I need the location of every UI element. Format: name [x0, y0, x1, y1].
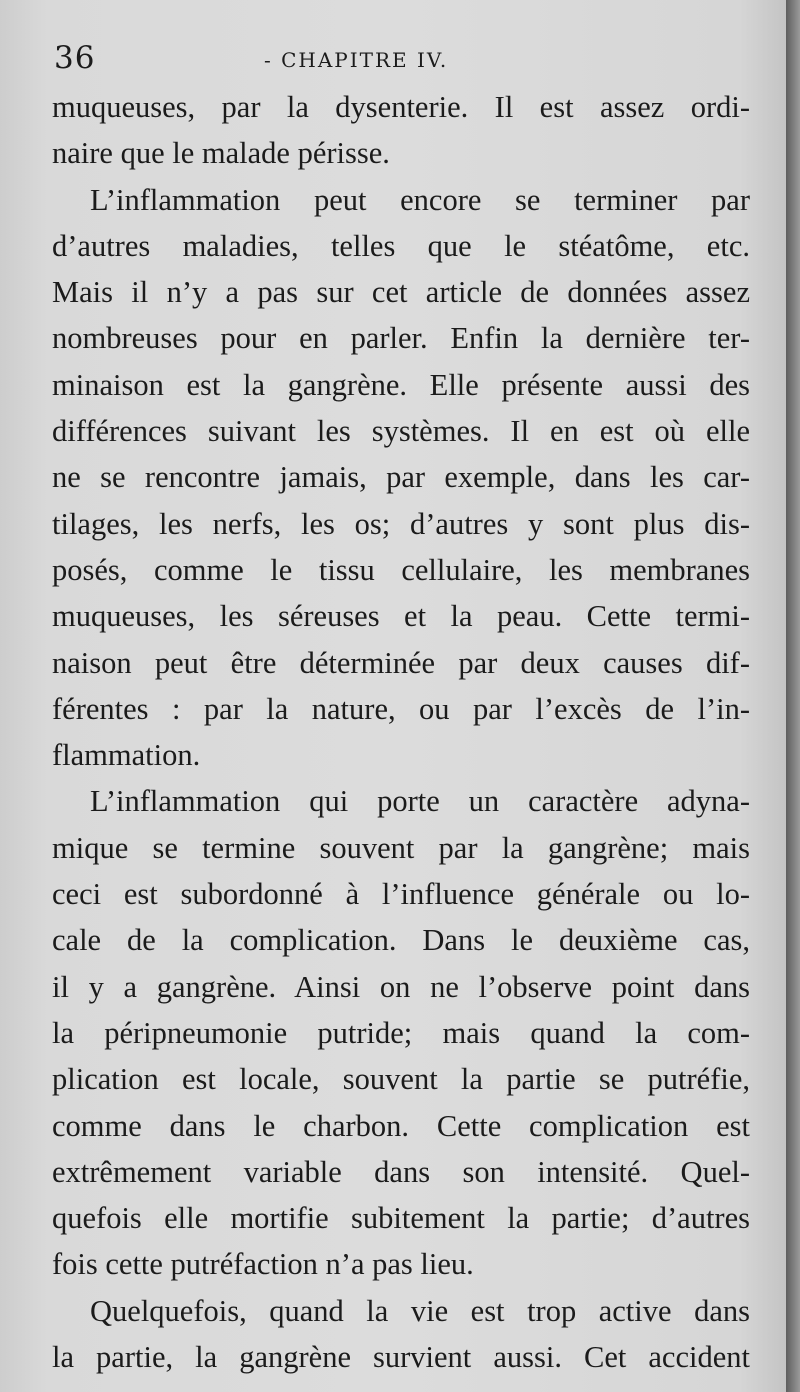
text-line: il y a gangrène. Ainsi on ne l’observe point dans	[52, 969, 750, 1004]
text-line: différences suivant les systèmes. Il en est où elle	[52, 414, 750, 449]
text-line: muqueuses, les séreuses et la peau. Cette termi-	[52, 599, 750, 634]
text-line: minaison est la gangrène. Elle présente aussi des	[52, 367, 750, 402]
text-line: cale de la complication. Dans le deuxième cas,	[52, 923, 750, 958]
page-header	[54, 40, 754, 80]
book-spine-shadow	[786, 0, 800, 1392]
text-line: naison peut être déterminée par deux causes dif-	[52, 645, 750, 680]
page-number: 36	[54, 40, 96, 76]
text-line: ne se rencontre jamais, par exemple, dans les car-	[52, 460, 750, 495]
text-line: Mais il n’y a pas sur cet article de données assez	[52, 275, 750, 310]
text-line: férentes : par la nature, ou par l’excès de l’in-	[52, 691, 750, 726]
text-line: L’inflammation peut encore se terminer par	[90, 182, 750, 217]
text-line: ceci est subordonné à l’influence générale ou lo-	[52, 877, 750, 912]
text-line: naire que le malade périsse.	[52, 136, 390, 171]
text-line: tilages, les nerfs, les os; d’autres y sont plus dis-	[52, 506, 750, 541]
text-line: la péripneumonie putride; mais quand la com-	[52, 1015, 750, 1050]
text-line: extrêmement variable dans son intensité. Quel-	[52, 1154, 750, 1189]
text-line: nombreuses pour en parler. Enfin la dernière ter-	[52, 321, 750, 356]
text-line: L’inflammation qui porte un caractère adyna-	[90, 784, 750, 819]
running-head: - CHAPITRE IV.	[264, 48, 449, 72]
text-line: flammation.	[52, 738, 201, 773]
text-line: d’autres maladies, telles que le stéatôme, etc.	[52, 228, 750, 263]
text-line: fois cette putréfaction n’a pas lieu.	[52, 1247, 474, 1282]
text-line: Quelquefois, quand la vie est trop active dans	[90, 1293, 750, 1328]
text-line: posés, comme le tissu cellulaire, les membranes	[52, 552, 750, 587]
text-line: muqueuses, par la dysenterie. Il est assez ordi-	[52, 90, 750, 124]
text-line: quefois elle mortifie subitement la partie; d’autres	[52, 1201, 750, 1236]
text-line: mique se termine souvent par la gangrène; mais	[52, 830, 750, 865]
text-line: la partie, la gangrène survient aussi. Cet accident	[52, 1340, 750, 1375]
text-line: plication est locale, souvent la partie se putréfie,	[52, 1062, 750, 1097]
body-text	[52, 84, 750, 1380]
text-line: comme dans le charbon. Cette complication est	[52, 1108, 750, 1143]
